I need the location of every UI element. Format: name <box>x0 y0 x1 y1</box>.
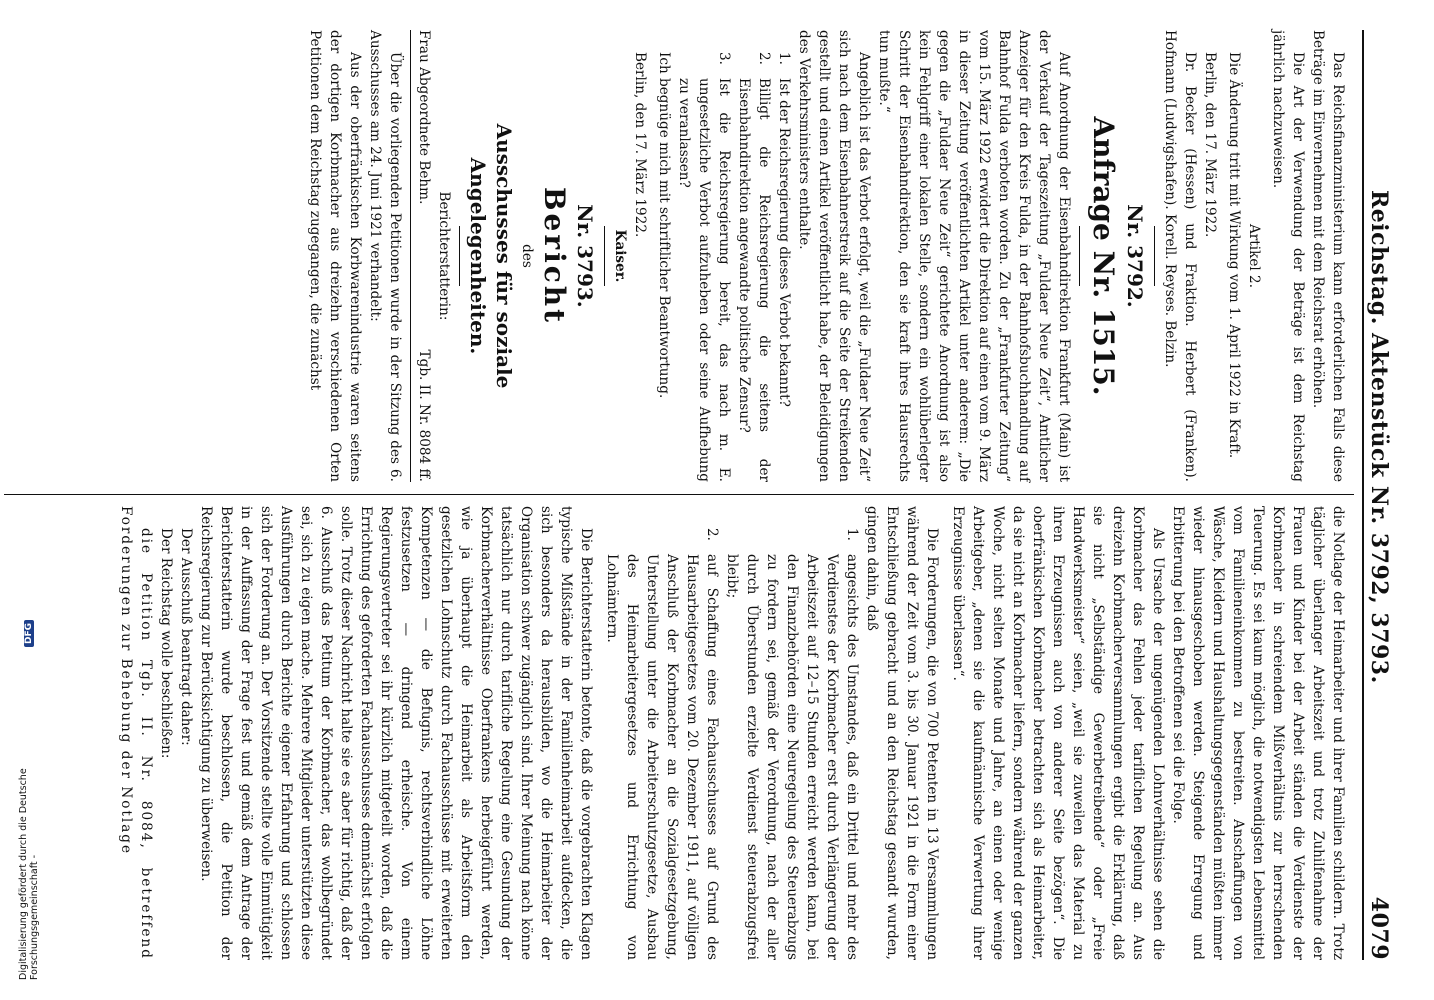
report-title: Bericht <box>538 186 571 326</box>
report-des: des <box>519 244 535 268</box>
report-paragraph: Über die vorliegenden Petitionen wurde in der Sitzung des 6. Ausschusses am 24. Juni 1921 verhandelt: <box>367 30 403 482</box>
continued-paragraph: die Notlage der Heimarbeiter und ihrer Familien schildern. Trotz täglicher überlanger Arbeitszeit und trotz Zuhilfenahme der Frauen und Kinder bei der Arbeit ständen die Verdienste der Korbmacher in schreiendem Mißverhältnis zur herrschenden Teuerung. Es sei kaum möglich, die notwendigsten Lebensmittel vom Familieneinkommen zu bestreiten. Anschaffungen von Wäsche, Kleidern und Haushaltungsgegenständen müßten immer wieder hinausgeschoben werden. Steigende Erregung und Erbitterung bei den Betroffenen sei die Folge. <box>1170 506 1346 960</box>
document-number: Nr. 3792. <box>1123 204 1147 308</box>
document-number-2: Nr. 3793. <box>573 204 597 308</box>
question-item: 3. Ist die Reichsregierung bereit, das nach m. E. ungesetzliche Verbot aufzuheben oder seine Aufhebung zu veranlassen? <box>676 52 732 482</box>
signer: Kaiser. <box>612 229 628 283</box>
column-rule <box>4 494 1354 495</box>
demands-paragraph: Die Forderungen, die von 700 Petenten in 13 Versammlungen während der Zeit vom 3. bis 30. Januar 1921 in die Form einer Entschließung gebracht und an den Reichstag gesandt wurden, gingen dahin, daß <box>864 506 940 960</box>
demand-item: 2. auf Schaffung eines Fachausschusses auf Grund des Hausarbeitgesetzes vom 20. Dezember 1911, auf völligen Anschluß der Korbmacher an die Sozialgesetzgebung, Unterstellung unter die Arbeiterschutzgesetze, Ausbau des Heimarbeitergesetzes und Errichtung von Lohnämtern. <box>604 528 720 960</box>
dfg-logo: DFG <box>24 620 34 647</box>
inquiry-title: Anfrage Nr. 1515. <box>1087 116 1120 396</box>
inquiry-paragraph: Auf Anordnung der Eisenbahndirektion Frankfurt (Main) ist der Verkauf der Tageszeitung „Fuldaer Neue Zeit“, Amtlicher Anzeiger für den Kreis Fulda, in der Bahnhofsbuchhandlung auf Bahnhof Fulda verboten worden. Zu der „Frankfurter Zeitung“ vom 15. März 1922 erwidert die Direktion auf einen vom 9. März in dieser Zeitung veröffentlichten Artikel unter anderem: „Die gegen die „Fuldaer Neue Zeit“ gerichtete Anordnung ist also kein Fehlgriff einer lokalen Stelle, sondern ein wohlüberlegter Schritt der Eisenbahndirektion, den sie kraft ihres Hausrechts tun mußte.“ <box>876 30 1072 482</box>
committee-motion: Der Ausschuß beantragt daher: <box>178 528 194 746</box>
rapporteur-paragraph: Die Berichterstatterin betonte, daß die vorgebrachten Klagen typische Mißstände in der Familienheimarbeit aufdecken, die sich besonders da herausbilden, wo die Heimarbeiter der Organisation schwer zugänglich sind. Ihrer Meinung nach könne tatsächlich nur durch tarifliche Regelung eine Gesundung der Korbmacherverhältnisse Oberfrankens herbeigeführt werden, wie ja überhaupt die Heimarbeit als Arbeitsform den gesetzlichen Lohnschutz durch Fachausschüsse mit erweiterten Kompetenzen — die Befugnis, rechtsverbindliche Löhne festzusetzen — dringend erheische. Von einem Regierungsvertreter sei ihr kürzlich mitgeteilt worden, daß die Errichtung des geforderten Fachausschusses demnächst erfolgen solle. Trotz dieser Nachricht halte sie es aber für richtig, daß der 6. Ausschuß das Petitum der Korbmacher, das wohlbegründet sei, sich zu eigen mache. Mehrere Mitglieder unterstützten diese Ausführungen durch Berichte eigener Erfahrung und schlossen sich der Forderung an. Der Vorsitzende stellte volle Einmütigkeit in der Auffassung der Frage fest und gemäß dem Antrage der Berichterstatterin wurde beschlossen, die Petition der Reichsregierung zur Berücksichtigung zu überweisen. <box>198 506 594 960</box>
left-column <box>305 30 1348 482</box>
question-item: 2. Billigt die Reichsregierung die seitens der Eisenbahndirektion angewandte politische Zensur? <box>736 52 772 482</box>
question-item: 1. Ist der Reichsregierung dieses Verbot bekannt? <box>776 52 792 407</box>
report-paragraph-2: Aus der oberfränkischen Korbwarenindustrie waren seitens der dortigen Korbmacher aus dreizehn verschiedenen Orten Petitionen dem Reichstag zugegangen, die zunächst <box>307 30 363 482</box>
committee-name: Ausschusses für soziale Angelegenheiten. <box>466 123 516 389</box>
resolve-text: die Petition Tgb. II. Nr. 8084, betreffend Forderungen zur Behebung der Notlage <box>118 506 154 960</box>
separator <box>459 226 460 286</box>
journal-reference: Tgb. II. Nr. 8084 ff. <box>416 349 432 482</box>
separator <box>1154 226 1155 286</box>
page-number: 4079 <box>1366 896 1392 960</box>
demand-item: 1. angesichts des Umstandes, daß ein Drittel und mehr des Verdienstes der Korbmacher erst durch Verlängerung der Arbeitszeit auf 12–15 Stunden erreicht werden kann, bei den Finanzbehörden eine Neuregelung des Steuerabzugs zu fordern sei, gemäß der Verordnung, nach der aller durch Überstunden erzielte Verdienst steuerabzugsfrei bleibt; <box>724 528 860 960</box>
article-text: Die Änderung tritt mit Wirkung vom 1. April 1922 in Kraft. <box>1226 52 1242 459</box>
lead-paragraph: Das Reichsfinanzministerium kann erforderlichen Falls diese Beträge im Einvernehmen mit dem Reichsrat erhöhen. <box>1310 30 1346 482</box>
causes-paragraph: Als Ursache der ungenügenden Lohnverhältnisse sehen die Korbmacher das Fehlen jeder tariflichen Regelung an. Aus dreizehn Korbmacherversammlungen ergibt die Erklärung, daß sie nicht „Selbständige Gewerbetreibende“ oder „Freie Handwerksmeister“ seien, „weil sie zuweilen das Material zu ihren Erzeugnissen auch von anderer Seite bezögen“. Die oberfränkischen Korbmacher betrachten sich als Heimarbeiter, da sie nicht an Korbmacher liefern, sondern während der ganzen Woche, nicht selten Monate und Jahre, an einen oder wenige Arbeitgeber, „denen sie die kaufmännische Verwertung ihrer Erzeugnisse überlassen“. <box>950 506 1166 960</box>
date-line-2: Berlin, den 17. März 1922. <box>632 52 648 238</box>
inquiry-paragraph-2: Angeblich ist das Verbot erfolgt, weil die „Fuldaer Neue Zeit“ sich nach dem Eisenbahnerstreik auf die Seite der Streikenden gestellt und einen Artikel veröffentlicht habe, der Beleidigungen des Verkehrsministers enthalte. <box>796 30 872 482</box>
separator <box>604 226 605 286</box>
rapporteur-name: Frau Abgeordnete Behm. <box>416 30 432 205</box>
funding-stamp <box>20 620 38 980</box>
running-head: Reichstag. Aktenstück Nr. 3792, 3793. <box>1366 190 1392 684</box>
separator <box>1079 226 1080 286</box>
separator <box>410 30 411 482</box>
answer-request: Ich begnüge mich mit schriftlicher Beantwortung. <box>656 52 672 399</box>
rapporteur-line <box>414 30 434 482</box>
date-line: Berlin, den 17. März 1922. <box>1202 52 1218 238</box>
right-column <box>116 506 1348 960</box>
stamp-text: Digitalisierung gefördert durch die Deutsche Forschungsgemeinschaft - <box>18 768 40 980</box>
rapporteur-label: Berichterstatterin: <box>436 191 452 321</box>
resolve-intro: Der Reichstag wolle beschließen: <box>158 528 174 759</box>
signatories: Dr. Becker (Hessen) und Fraktion. Herbert (Franken). Hofmann (Ludwigshafen). Korell. Reyses. Belzin. <box>1162 30 1198 482</box>
lead-paragraph-2: Die Art der Verwendung der Beträge ist dem Reichstag jährlich nachzuweisen. <box>1270 30 1306 482</box>
article-heading: Artikel 2. <box>1246 223 1262 289</box>
page-header <box>1362 30 1392 960</box>
